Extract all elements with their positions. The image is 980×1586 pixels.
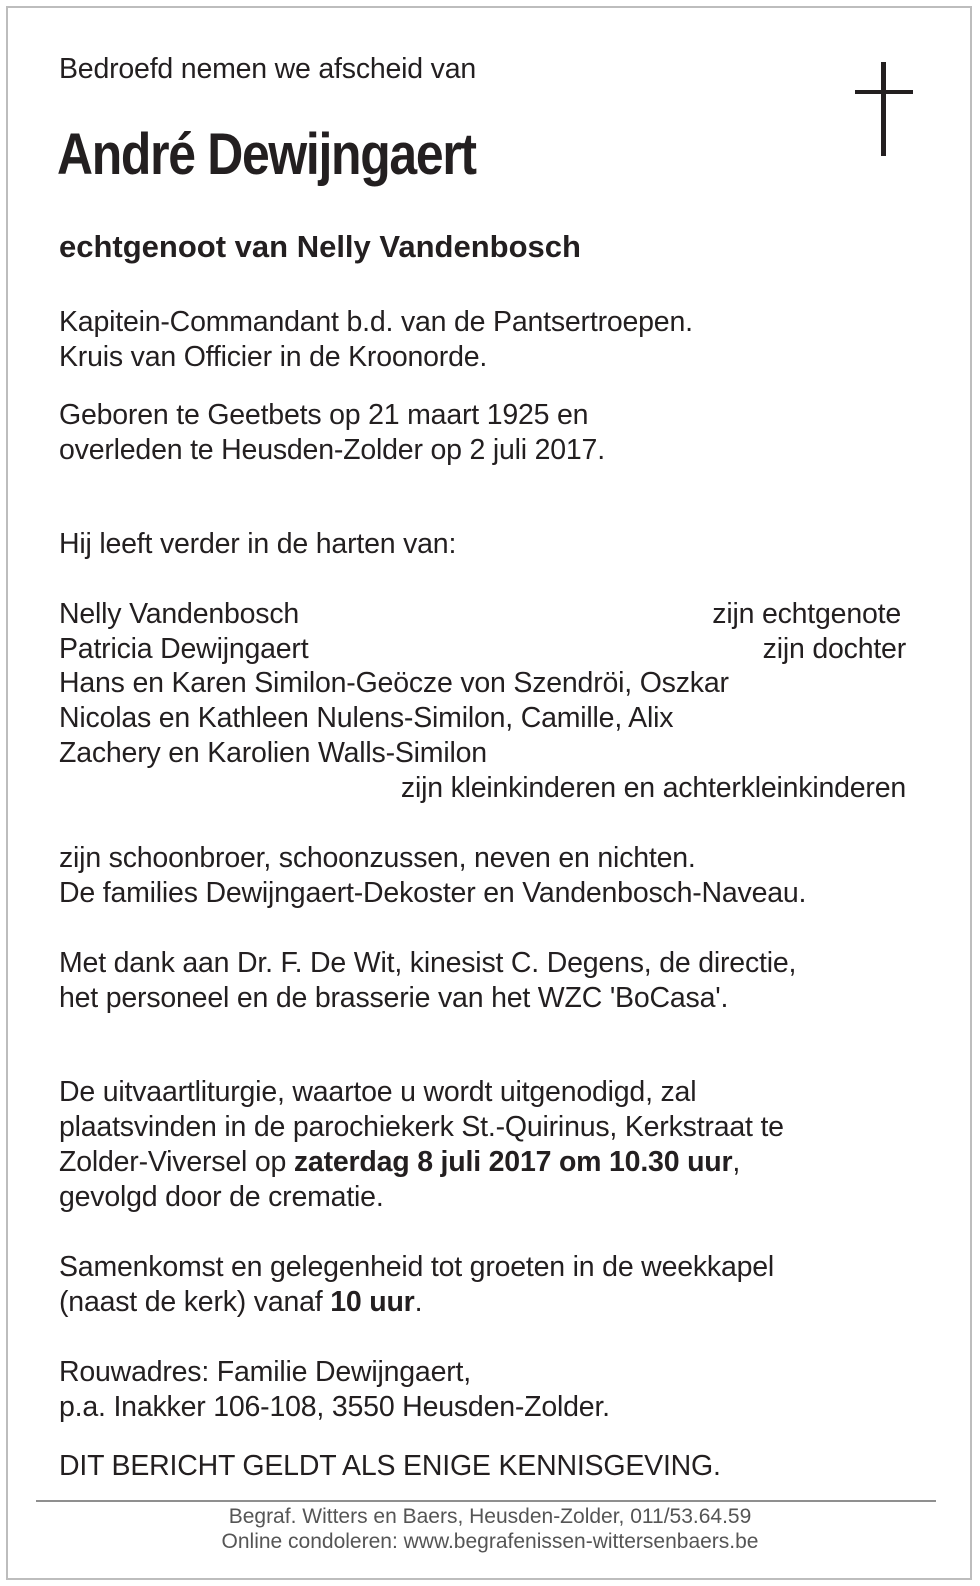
grandchildren-role: zijn kleinkinderen en achterkleinkinderen (400, 772, 906, 804)
funeral-place: Zolder-Viversel op (59, 1146, 294, 1178)
title-line: Kruis van Officier in de Kroonorde. (59, 341, 488, 373)
cross-horizontal-bar (855, 90, 913, 94)
intro-text: Bedroefd nemen we afscheid van (59, 53, 477, 85)
funeral-home-info: Begraf. Witters en Baers, Heusden-Zolder, 011/53.64.59 (228, 1505, 752, 1528)
gathering-time: 10 uur (330, 1286, 415, 1318)
survived-intro: Hij leeft verder in de harten van: (59, 528, 457, 560)
footer-divider (36, 1500, 936, 1502)
gathering-line: Samenkomst en gelegenheid tot groeten in de weekkapel (59, 1251, 775, 1283)
title-line: Kapitein-Commandant b.d. van de Pantsertroepen. (59, 306, 693, 338)
grandchildren-line: Zachery en Karolien Walls-Similon (59, 737, 487, 769)
thanks-line: het personeel en de brasserie van het WZC 'BoCasa'. (59, 982, 729, 1014)
address-line: Rouwadres: Familie Dewijngaert, (59, 1356, 471, 1388)
family-spouse-role: zijn echtgenote (712, 598, 901, 630)
gathering-place: (naast de kerk) vanaf (59, 1286, 331, 1318)
funeral-line: gevolgd door de crematie. (59, 1181, 384, 1213)
relatives-line: zijn schoonbroer, schoonzussen, neven en nichten. (59, 842, 696, 874)
birth-death-line: overleden te Heusden-Zolder op 2 juli 2017. (59, 434, 605, 466)
gathering-punct: . (414, 1286, 423, 1318)
thanks-line: Met dank aan Dr. F. De Wit, kinesist C. Degens, de directie, (59, 947, 797, 979)
grandchildren-line: Nicolas en Kathleen Nulens-Similon, Camille, Alix (59, 702, 674, 734)
grandchildren-line: Hans en Karen Similon-Geöcze von Szendröi, Oszkar (59, 667, 729, 699)
cross-icon (855, 62, 913, 158)
family-daughter-name: Patricia Dewijngaert (59, 633, 309, 665)
funeral-punct: , (732, 1146, 741, 1178)
family-daughter-role: zijn dochter (762, 633, 906, 665)
funeral-line: De uitvaartliturgie, waartoe u wordt uitgenodigd, zal (59, 1076, 697, 1108)
notice-text: DIT BERICHT GELDT ALS ENIGE KENNISGEVING. (59, 1450, 721, 1482)
relatives-line: De families Dewijngaert-Dekoster en Vandenbosch-Naveau. (59, 877, 807, 909)
funeral-datetime: zaterdag 8 juli 2017 om 10.30 uur (293, 1146, 733, 1178)
gathering-line (59, 1285, 422, 1320)
funeral-line (59, 1145, 740, 1180)
condolence-link[interactable]: Online condoleren: www.begrafenissen-wittersenbaers.be (221, 1530, 759, 1553)
birth-death-line: Geboren te Geetbets op 21 maart 1925 en (59, 399, 589, 431)
address-line: p.a. Inakker 106-108, 3550 Heusden-Zolder. (59, 1391, 610, 1423)
funeral-line: plaatsvinden in de parochiekerk St.-Quirinus, Kerkstraat te (59, 1111, 784, 1143)
spouse-line: echtgenoot van Nelly Vandenbosch (59, 229, 581, 264)
cross-vertical-bar (881, 62, 886, 156)
family-spouse-name: Nelly Vandenbosch (59, 598, 300, 630)
deceased-name: André Dewijngaert (57, 122, 476, 187)
